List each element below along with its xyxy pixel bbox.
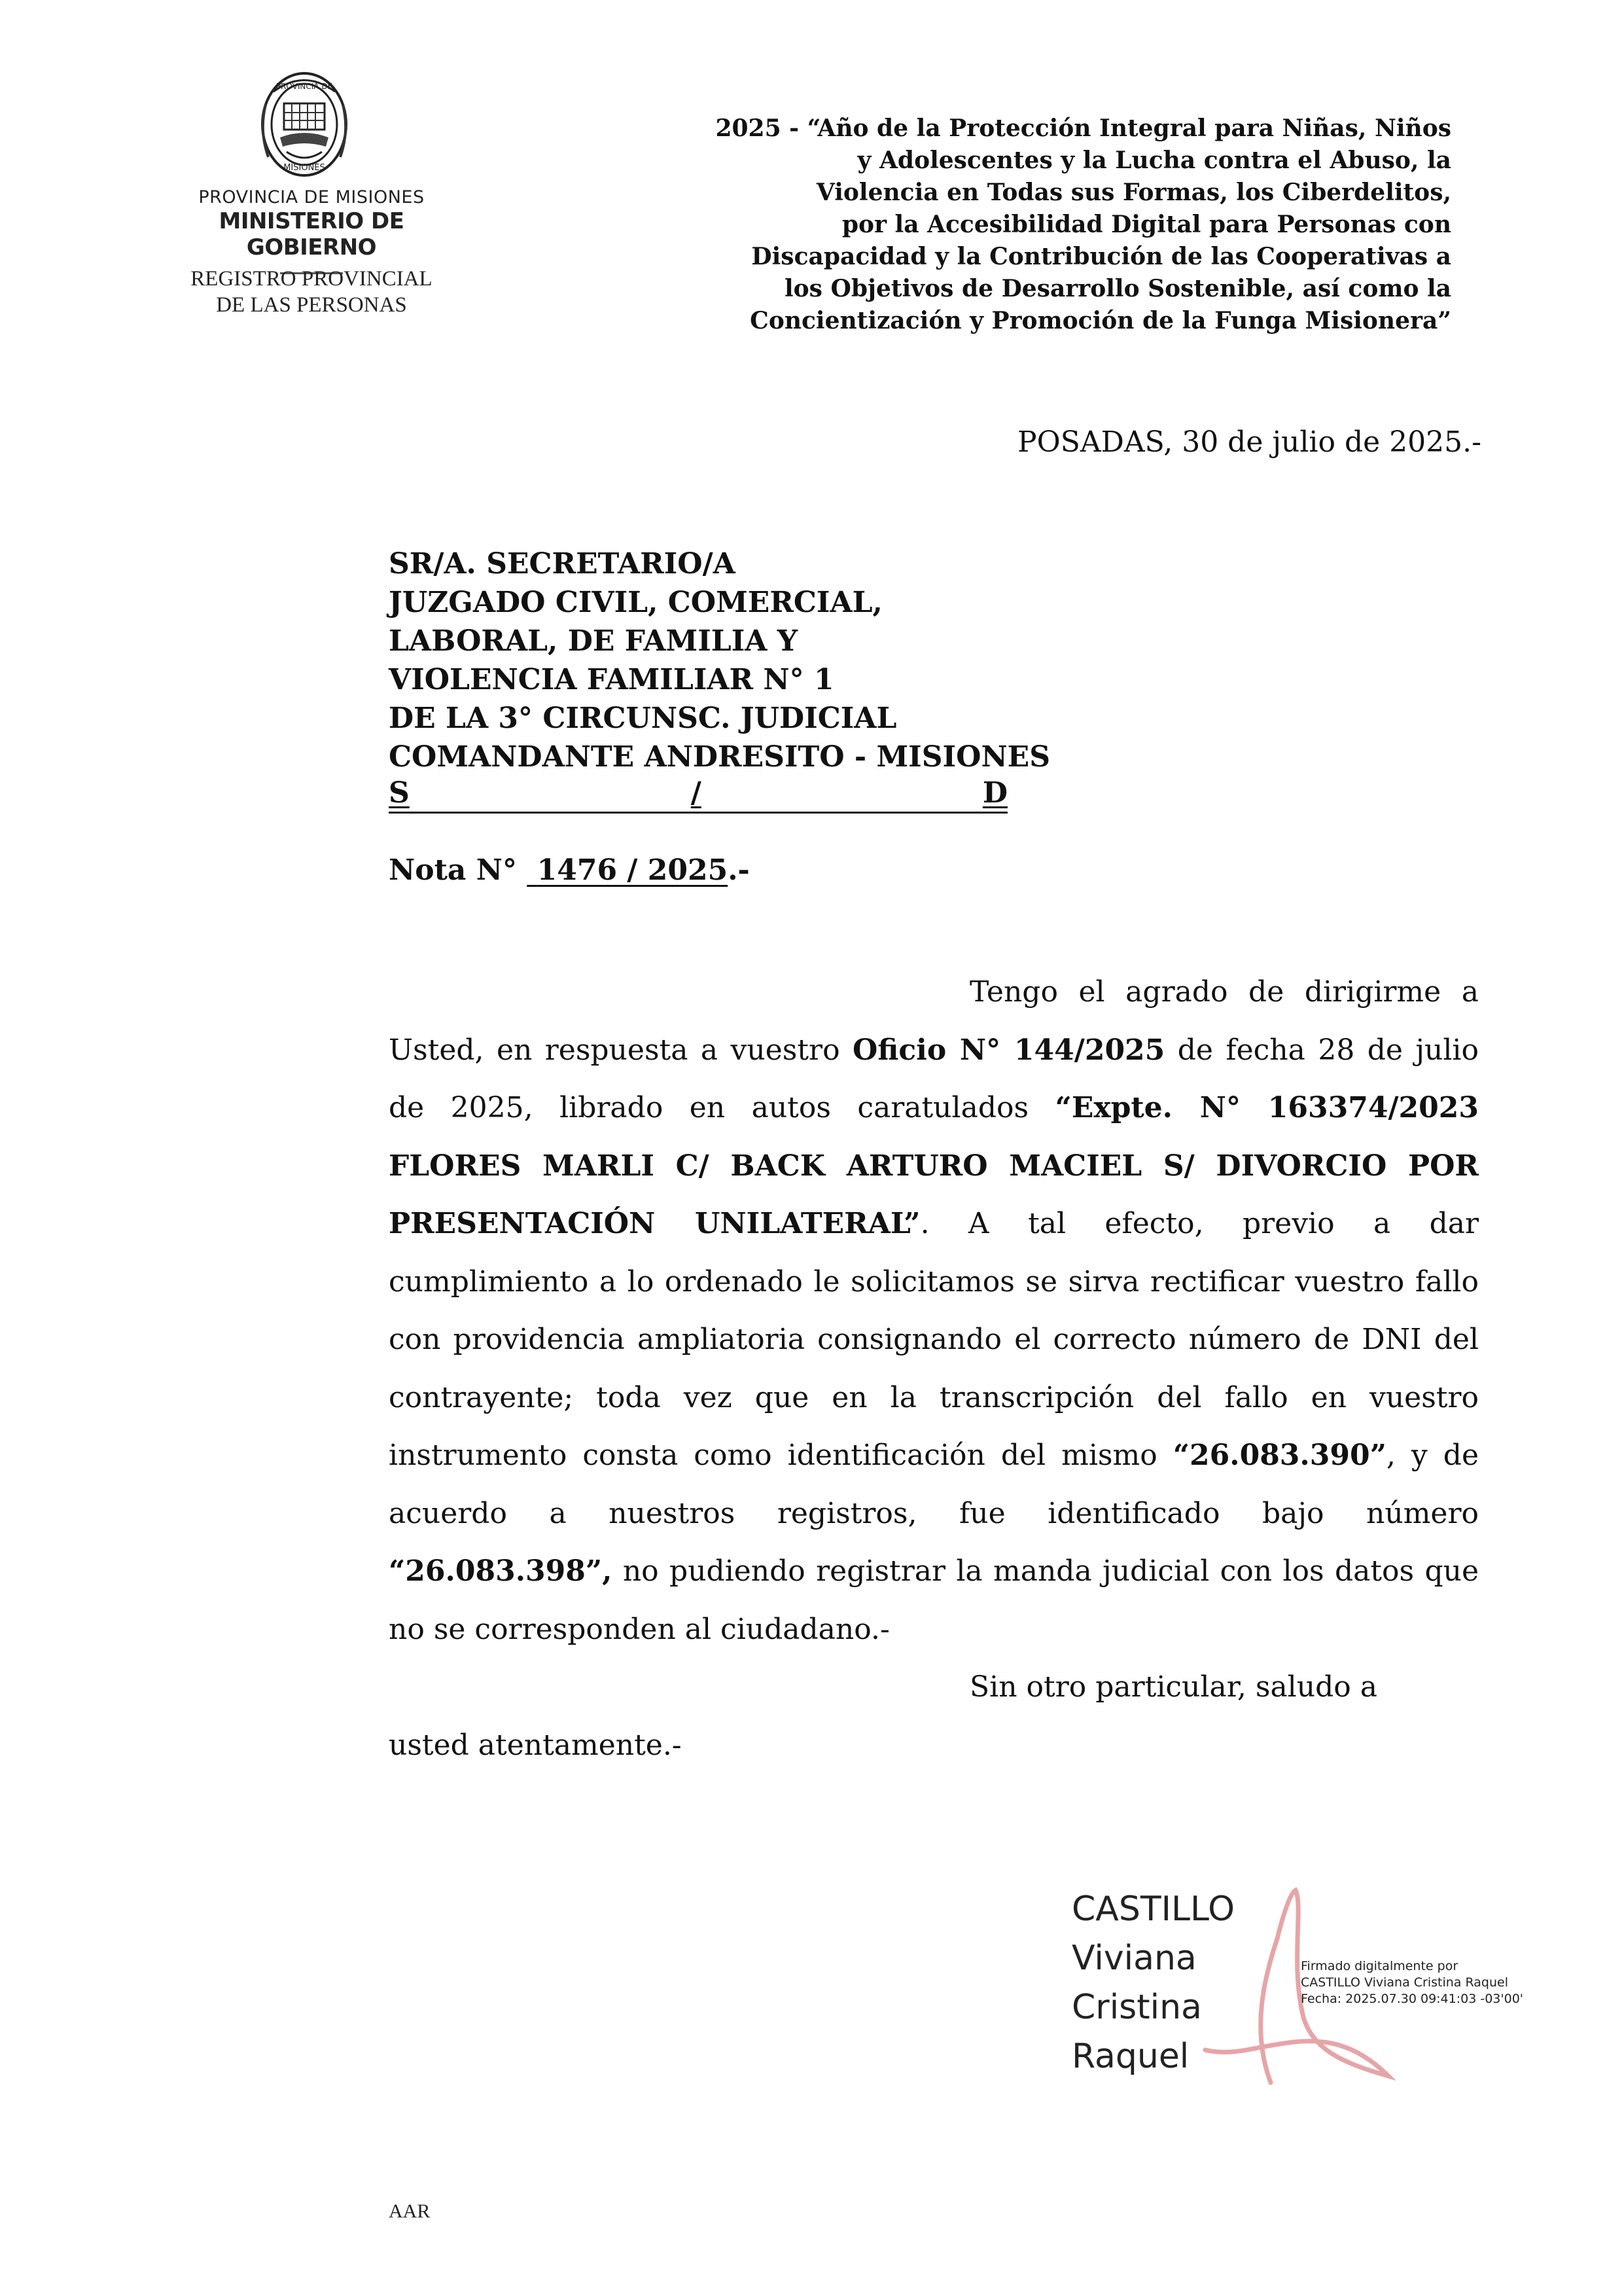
wrong-dni: “26.083.390” [1173,1439,1386,1472]
motto-line: los Objetivos de Desarrollo Sostenible, así como la [784,275,1451,302]
signature-info-line: CASTILLO Viviana Cristina Raquel [1301,1975,1508,1990]
closing-paragraph: Sin otro particular, saludo a [970,1670,1377,1704]
note-number: 1476 / 2025 [537,853,728,887]
motto-line: por la Accesibilidad Digital para Personas con [841,211,1451,238]
note-label: Nota N° [389,853,517,887]
note-suffix: .- [728,853,750,887]
signer-name-line: CASTILLO [1072,1890,1235,1929]
registry-header [164,266,459,318]
seal-bottom-text: MISIONES [283,163,325,173]
addressee-line: SR/A. SECRETARIO/A [389,547,735,581]
digital-signature-info [1301,1958,1523,2007]
year-motto [589,113,1451,337]
signature-info-line: Firmado digitalmente por [1301,1959,1458,1973]
body-paragraph: Tengo el agrado de dirigirme a Usted, en respuesta a vuestro Oficio N° 144/2025 de fecha 28 de julio de 2025, librado en autos caratulados “Expte. N° 163374/2023 FLORES MARLI C/ BACK ARTURO MACIEL S/ DIVORCIO POR PRESENTACIÓN UNILATERAL”. A tal efecto, previo a dar cumplimiento a lo ordenado le solicitamos se sirva rectificar vuestro fallo con providencia ampliatoria consignando el correcto número de DNI del contrayente; toda vez que en la transcripción del fallo en vuestro instrumento consta como identificación del mismo “26.083.390”, y de acuerdo a nuestros registros, fue identificado bajo número “26.083.398”, no pudiendo registrar la manda judicial con los datos que no se corresponden al ciudadano.- [389,975,1479,1646]
motto-line: Discapacidad y la Contribución de las Cooperativas a [751,243,1451,270]
oficio-reference: Oficio N° 144/2025 [853,1033,1165,1067]
addressee-line: COMANDANTE ANDRESITO - MISIONES [389,740,1050,774]
su-despacho-line [389,776,1008,814]
author-initials: AAR [389,2200,431,2222]
sd-right: D [982,776,1008,810]
case-title: “Expte. N° 163374/2023 FLORES MARLI C/ BACK ARTURO MACIEL S/ DIVORCIO POR PRESENTACIÓN UNILATERAL” [389,1091,1479,1240]
signer-name-line: Cristina [1072,1988,1202,2027]
provincial-seal-logo [254,65,355,187]
signer-name [1072,1885,1235,2081]
ministry-name: MINISTERIO DE GOBIERNO [219,208,404,260]
closing-paragraph-end: usted atentamente.- [389,1728,682,1762]
signer-name-line: Raquel [1072,2037,1190,2076]
registry-line-1: REGISTRO PROVINCIAL [190,267,432,291]
motto-line: Concientización y Promoción de la Funga Misionera” [750,307,1451,334]
motto-line: y Adolescentes y la Lucha contra el Abuso, la [857,147,1451,174]
note-number-line [389,852,750,889]
ministry-header [164,187,459,274]
correct-dni: “26.083.398”, [389,1554,612,1588]
place-and-date: POSADAS, 30 de julio de 2025.- [1017,425,1481,459]
addressee-line: JUZGADO CIVIL, COMERCIAL, [389,586,883,619]
sd-left: S [389,776,410,810]
signer-name-line: Viviana [1072,1939,1197,1978]
addressee-block [389,545,1050,814]
motto-line: 2025 - “Año de la Protección Integral para Niñas, Niños [715,115,1451,142]
sd-mid: / [690,776,701,810]
motto-line: Violencia en Todas sus Formas, los Ciberdelitos, [816,179,1451,206]
seal-top-text: PROVINCIA DE [275,82,333,91]
addressee-line: LABORAL, DE FAMILIA Y [389,624,798,658]
province-name: PROVINCIA DE MISIONES [198,187,425,207]
addressee-line: DE LA 3° CIRCUNSC. JUDICIAL [389,702,897,735]
signature-info-line: Fecha: 2025.07.30 09:41:03 -03'00' [1301,1992,1524,2006]
letter-body [389,963,1479,1774]
registry-line-2: DE LAS PERSONAS [216,293,407,317]
addressee-line: VIOLENCIA FAMILIAR N° 1 [389,663,834,696]
